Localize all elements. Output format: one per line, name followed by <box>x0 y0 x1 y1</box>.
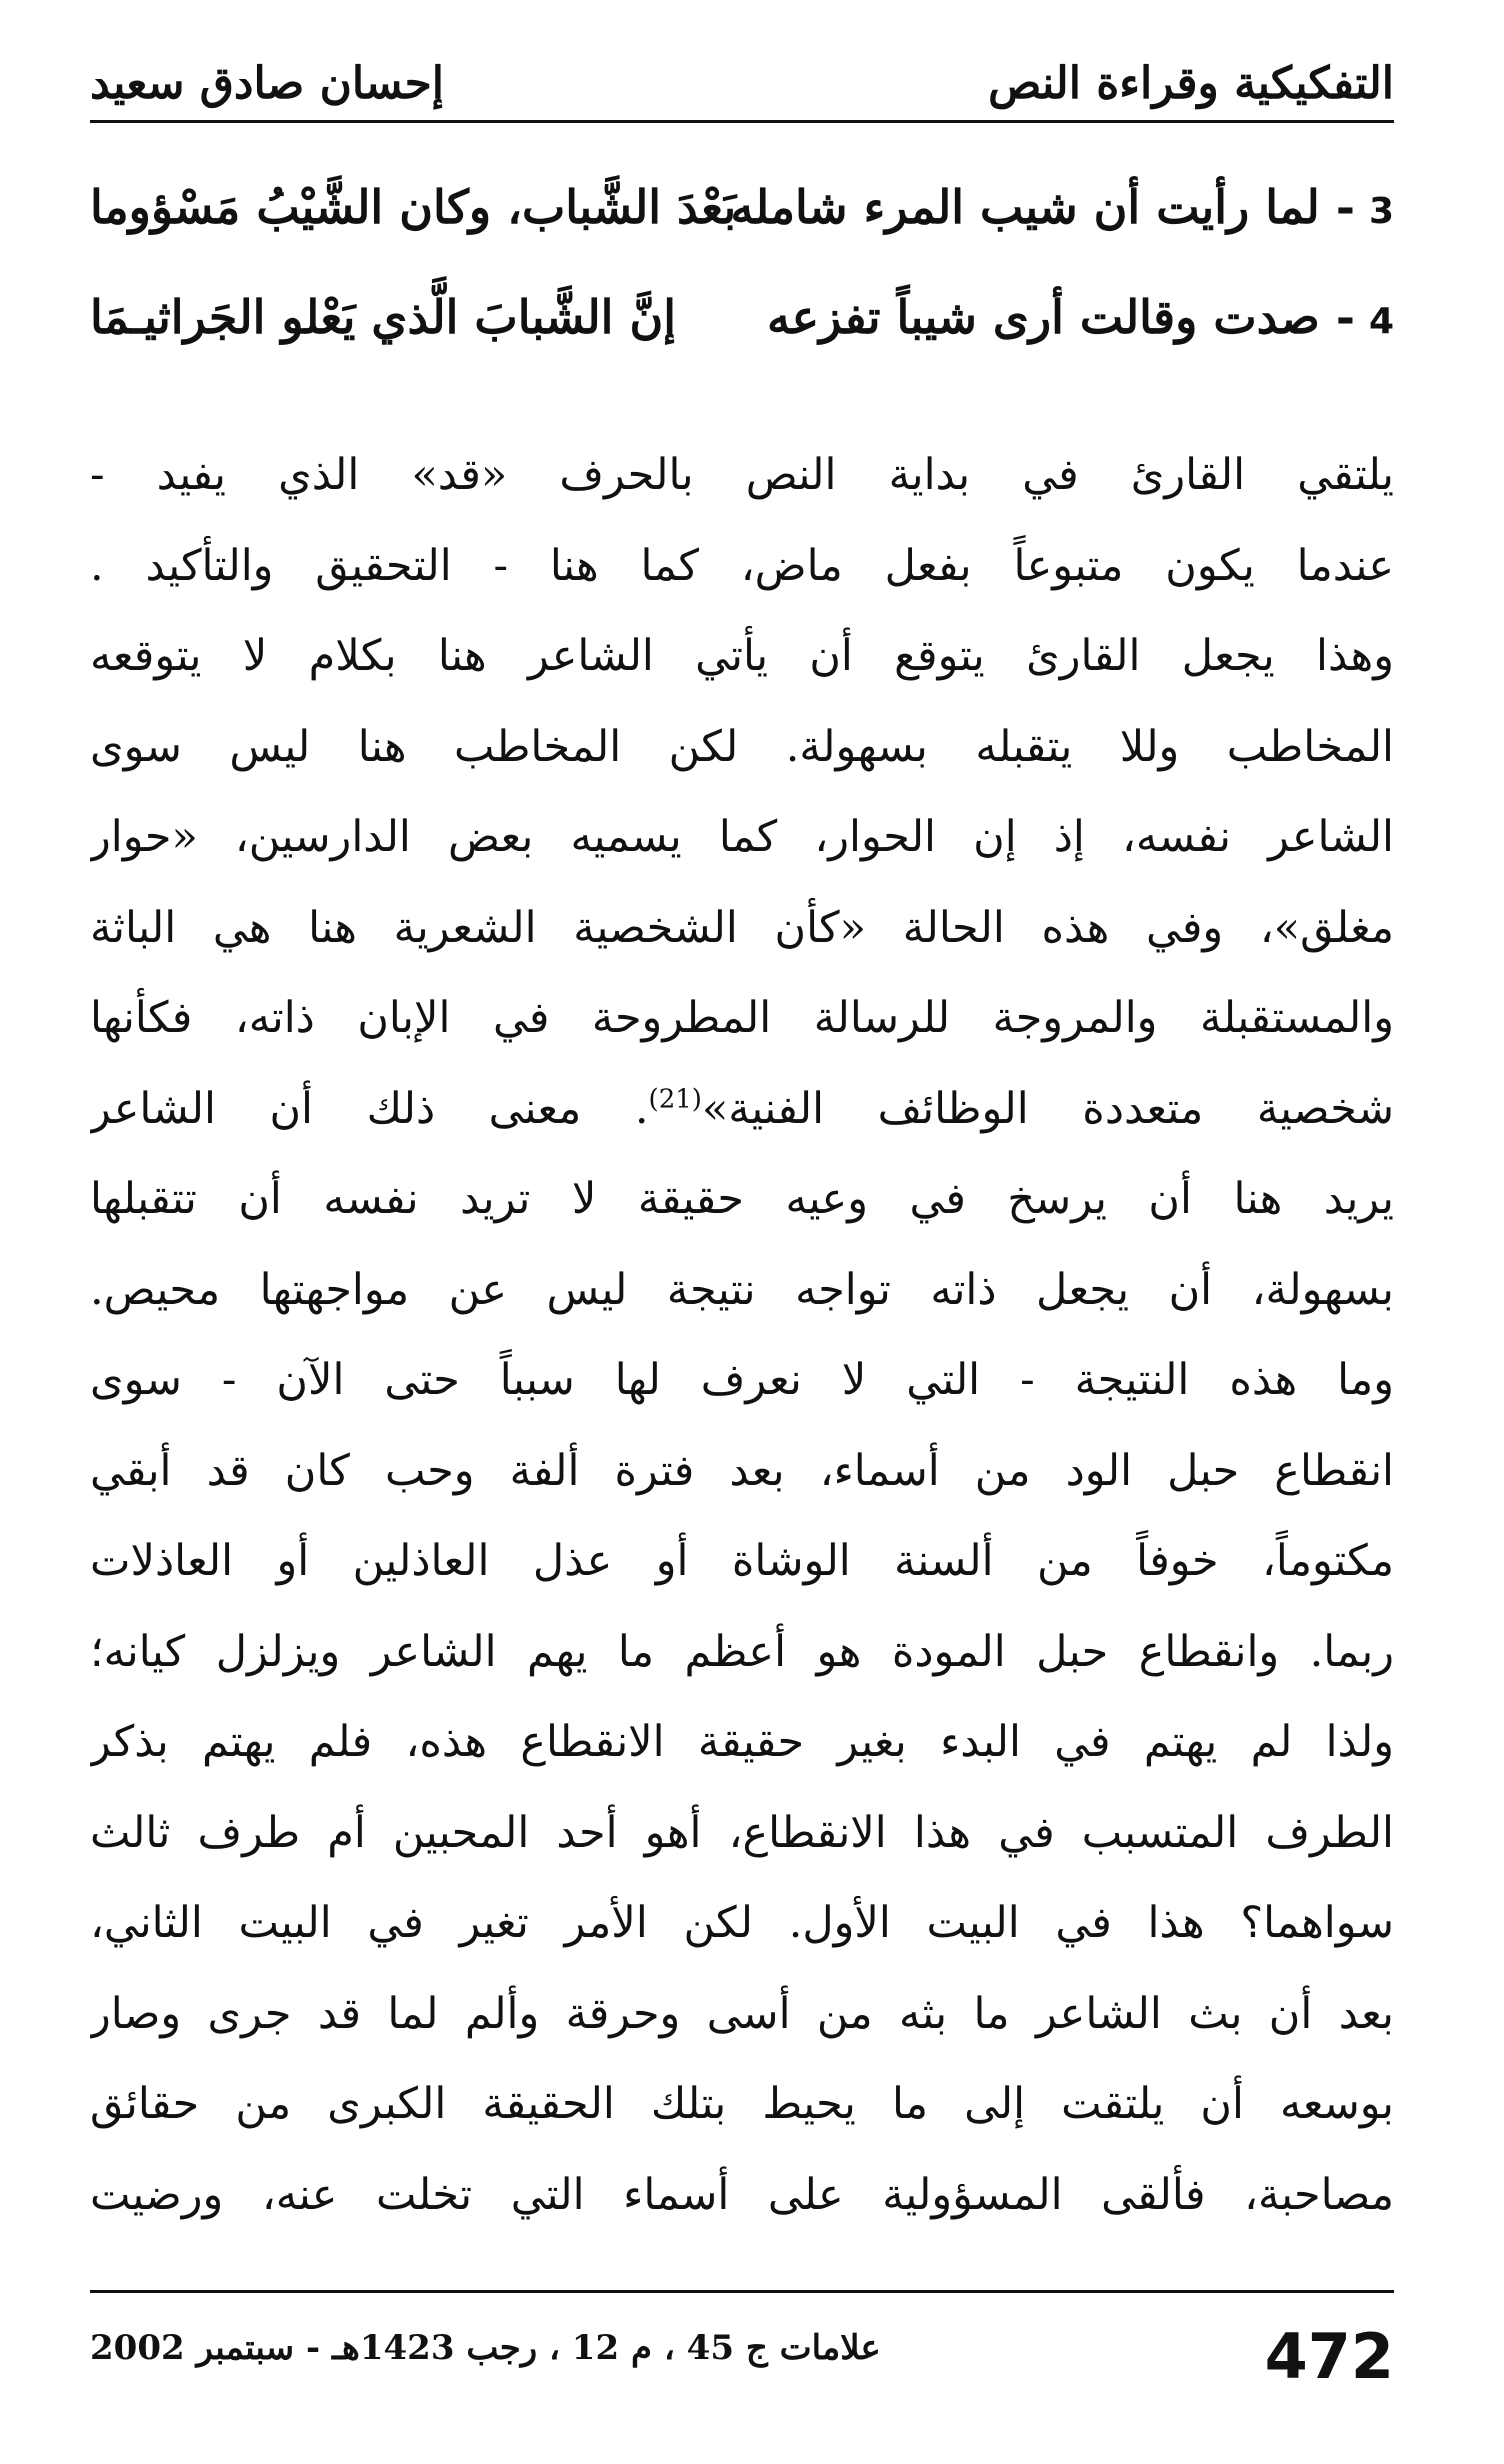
author-name: إحسان صادق سعيد <box>90 58 444 109</box>
verse-first-hemistich: 4- صدت وقالت أرى شيباً تفزعه <box>766 290 1394 344</box>
verse-3 <box>90 180 1394 260</box>
footer-rule <box>90 2290 1394 2293</box>
text-line: بسهولة، أن يجعل ذاته تواجه نتيجة ليس عن مواجهتها محيص. <box>90 1264 1394 1315</box>
text-line: وما هذه النتيجة - التي لا نعرف لها سبباً حتى الآن - سوى <box>90 1355 1394 1405</box>
verse-number: 3 <box>1368 191 1394 232</box>
text-line: بعد أن بث الشاعر ما بثه من أسى وحرقة وألم لما قد جرى وصار <box>90 1988 1394 2039</box>
text-line: مكتوماً، خوفاً من ألسنة الوشاة أو عذل العاذلين أو العاذلات <box>90 1536 1394 1586</box>
running-header <box>90 50 1394 123</box>
text-line: والمستقبلة والمروجة للرسالة المطروحة في الإبان ذاته، فكأنها <box>90 993 1394 1043</box>
journal-citation: علامات ج 45 ، م 12 ، رجب 1423هـ - سبتمبر 2002 <box>90 2328 881 2368</box>
text-line: يلتقي القارئ في بداية النص بالحرف «قد» الذي يفيد - <box>90 450 1394 500</box>
text-line: بوسعه أن يلتقت إلى ما يحيط بتلك الحقيقة الكبرى من حقائق <box>90 2079 1394 2129</box>
text-line: مغلق»، وفي هذه الحالة «كأن الشخصية الشعرية هنا هي الباثة <box>90 902 1394 953</box>
text-line: شخصية متعددة الوظائف الفنية»$^{(21)}$. معنى ذلك أن الشاعر <box>90 1083 1394 1134</box>
page-number: 472 <box>1264 2320 1394 2393</box>
footnote-reference: (21) <box>648 1084 702 1115</box>
text-line: الطرف المتسبب في هذا الانقطاع، أهو أحد المحبين أم طرف ثالث <box>90 1807 1394 1858</box>
text-line: عندما يكون متبوعاً بفعل ماض، كما هنا - التحقيق والتأكيد . <box>90 540 1394 591</box>
text-line: يريد هنا أن يرسخ في وعيه حقيقة لا تريد نفسه أن تتقبلها <box>90 1174 1394 1224</box>
text-line: وهذا يجعل القارئ يتوقع أن يأتي الشاعر هنا بكلام لا يتوقعه <box>90 631 1394 681</box>
verse-first-hemistich: 3- لما رأيت أن شيب المرء شامله <box>730 180 1394 234</box>
text-line: الشاعر نفسه، إذ إن الحوار، كما يسميه بعض الدارسين، «حوار <box>90 812 1394 862</box>
book-title: التفكيكية وقراءة النص <box>988 58 1394 109</box>
text-line: مصاحبة، فألقى المسؤولية على أسماء التي تخلت عنه، ورضيت <box>90 2169 1394 2220</box>
text-line: ولذا لم يهتم في البدء بغير حقيقة الانقطاع هذه، فلم يهتم بذكر <box>90 1717 1394 1767</box>
body-paragraph <box>90 430 1394 2240</box>
text-line: سواهما؟ هذا في البيت الأول. لكن الأمر تغير في البيت الثاني، <box>90 1898 1394 1948</box>
text-line: انقطاع حبل الود من أسماء، بعد فترة ألفة وحب كان قد أبقي <box>90 1445 1394 1496</box>
verse-second-hemistich: إنَّ الشَّبابَ الَّذي يَعْلو الجَراثيـمَا <box>90 290 677 344</box>
verse-number: 4 <box>1368 301 1394 342</box>
verse-second-hemistich: بَعْدَ الشَّباب، وكان الشَّيْبُ مَسْؤوما <box>90 180 737 234</box>
text-line: ربما. وانقطاع حبل المودة هو أعظم ما يهم الشاعر ويزلزل كيانه؛ <box>90 1626 1394 1677</box>
verse-4 <box>90 290 1394 370</box>
text-line: المخاطب وللا يتقبله بسهولة. لكن المخاطب هنا ليس سوى <box>90 721 1394 772</box>
